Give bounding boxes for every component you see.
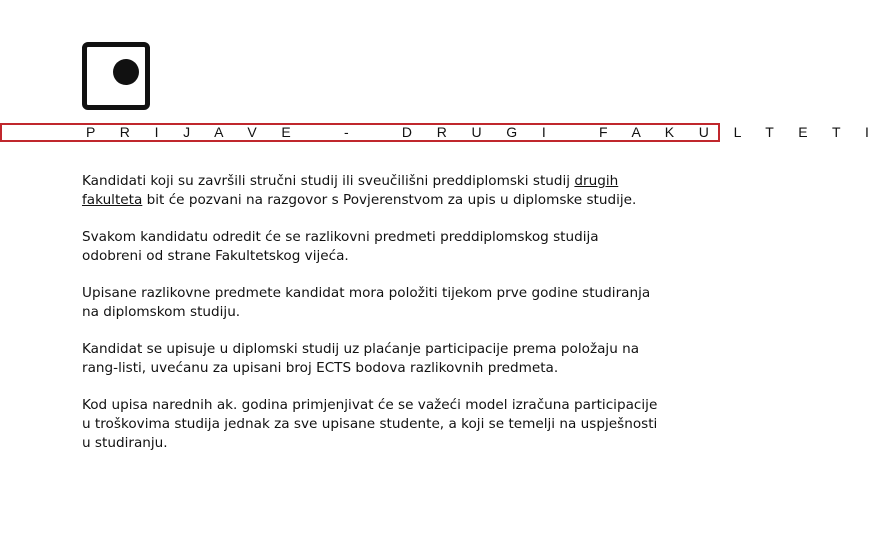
paragraph-4: Kandidat se upisuje u diplomski studij uz plaćanje participacije prema položaju na rang-listi, uvećanu za upisani broj ECTS bodova razlikovnih predmeta. — [82, 341, 640, 376]
paragraph-5: Kod upisa narednih ak. godina primjenjivat će se važeći model izračuna participacije u troškovima studija jednak za sve upisane studente, a koji se temelji na uspješnosti u studiranju. — [82, 397, 658, 451]
section-banner — [0, 123, 879, 142]
paragraph-1-before: Kandidati koji su završili stručni studij ili sveučilišni preddiplomski studij — [82, 173, 575, 189]
paragraph-1 — [82, 172, 662, 210]
logo-icon — [82, 42, 150, 110]
paragraph-3: Upisane razlikovne predmete kandidat mora položiti tijekom prve godine studiranja na diplomskom studiju. — [82, 285, 651, 320]
banner-title: P R I J A V E - D R U G I F A K U L T E T I — [86, 124, 879, 140]
main-content — [82, 172, 662, 471]
logo-dot — [113, 59, 139, 85]
paragraph-2: Svakom kandidatu odredit će se razlikovni predmeti preddiplomskog studija odobreni od strane Fakultetskog vijeća. — [82, 229, 599, 264]
paragraph-1-after: bit će pozvani na razgovor s Povjerenstvom za upis u diplomske studije. — [142, 192, 637, 208]
link-drugih-fakulteta[interactable]: drugih fakulteta — [82, 173, 619, 208]
